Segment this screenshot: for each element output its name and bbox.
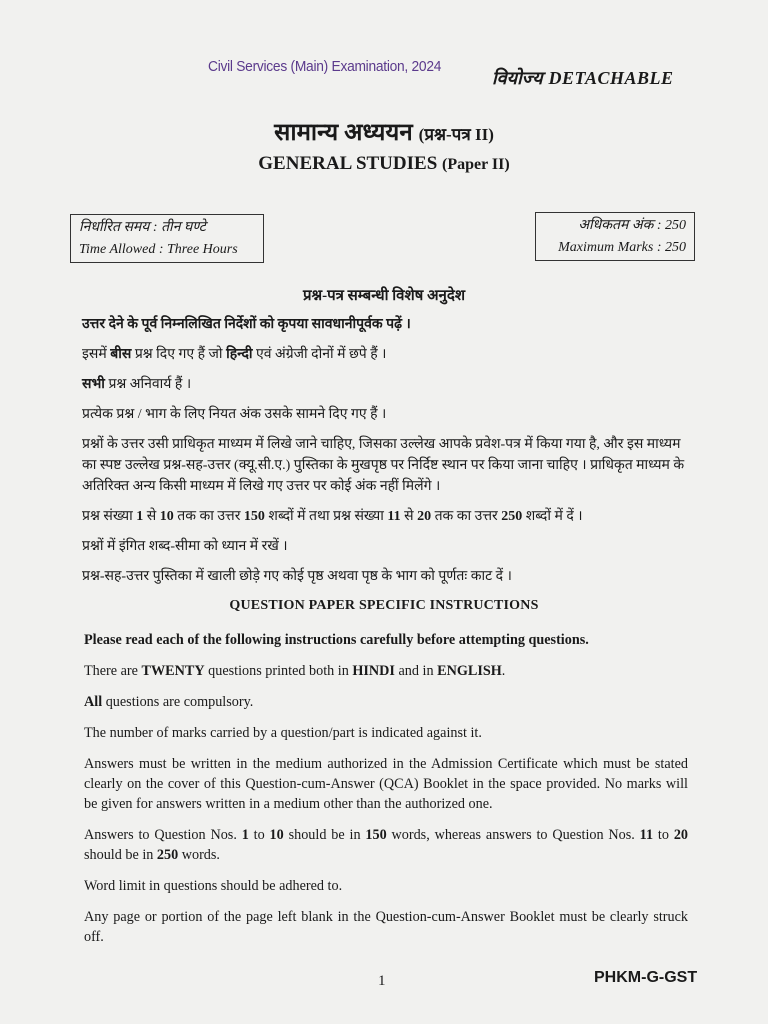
english-instruction-4: Answers must be written in the medium authorized in the Admission Certificate which must be stated clearly on the cover of this Question-cum-Answer (QCA) Booklet in the space provided. No marks will be given for answers written in a medium other than the authorized one. xyxy=(84,756,688,812)
hindi-instruction-2: सभी प्रश्न अनिवार्य हैं । xyxy=(82,377,192,392)
english-instruction-2: All questions are compulsory. xyxy=(84,694,254,710)
detachable-hindi: वियोज्य xyxy=(492,68,543,88)
hindi-instruction-1: इसमें बीस प्रश्न दिए गए हैं जो हिन्दी एवं अंग्रेजी दोनों में छपे हैं । xyxy=(82,347,387,362)
hindi-instruction-4: प्रश्नों के उत्तर उसी प्राधिकृत माध्यम में लिखे जाने चाहिए, जिसका उल्लेख आपके प्रवेश-पत्र में किया गया है, और इस माध्यम का स्पष्ट उल्लेख प्रश्न-सह-उत्तर (क्यू.सी.ए.) पुस्तिका के मुखपृष्ठ पर निर्दिष्ट स्थान पर किया जाना चाहिए । प्राधिकृत माध्यम के अतिरिक्त अन्य किसी माध्यम में लिखे गए उत्तर पर कोई अंक नहीं मिलेंगे । xyxy=(82,437,685,494)
detachable-label xyxy=(492,66,674,90)
hindi-instructions xyxy=(82,314,692,596)
exam-name: Civil Services (Main) Examination, 2024 xyxy=(208,58,442,75)
title-english-main: GENERAL STUDIES xyxy=(258,153,438,174)
hindi-instruction-6: प्रश्नों में इंगित शब्द-सीमा को ध्यान में रखें । xyxy=(82,539,288,554)
hindi-intro: उत्तर देने के पूर्व निम्नलिखित निर्देशों को कृपया सावधानीपूर्वक पढ़ें । xyxy=(82,317,411,332)
hindi-instruction-5: प्रश्न संख्या 1 से 10 तक का उत्तर 150 शब्दों में तथा प्रश्न संख्या 11 से 20 तक का उत्तर 250 शब्दों में दें । xyxy=(82,509,583,524)
title-hindi-main: सामान्य अध्ययन xyxy=(274,120,413,146)
title-english-sub: (Paper II) xyxy=(442,156,510,173)
english-instruction-5: Answers to Question Nos. 1 to 10 should be in 150 words, whereas answers to Question Nos. 11 to 20 should be in 250 words. xyxy=(84,827,688,863)
english-instruction-3: The number of marks carried by a question/part is indicated against it. xyxy=(84,725,482,741)
title-hindi xyxy=(0,115,768,148)
title-english xyxy=(0,153,768,175)
hindi-instruction-3: प्रत्येक प्रश्न / भाग के लिए नियत अंक उसके सामने दिए गए हैं । xyxy=(82,407,387,422)
time-allowed-english: Time Allowed : Three Hours xyxy=(79,242,238,257)
maximum-marks-hindi: अधिकतम अंक : 250 xyxy=(578,218,686,233)
time-allowed-hindi: निर्धारित समय : तीन घण्टे xyxy=(79,220,206,235)
hindi-instruction-7: प्रश्न-सह-उत्तर पुस्तिका में खाली छोड़े गए कोई पृष्ठ अथवा पृष्ठ के भाग को पूर्णतः काट दें । xyxy=(82,569,512,584)
paper-code: PHKM-G-GST xyxy=(594,969,698,986)
time-allowed-box xyxy=(70,214,264,263)
maximum-marks-english: Maximum Marks : 250 xyxy=(558,240,686,255)
english-instruction-1: There are TWENTY questions printed both in HINDI and in ENGLISH. xyxy=(84,663,506,679)
english-instruction-6: Word limit in questions should be adhered to. xyxy=(84,878,343,894)
title-hindi-sub: (प्रश्न-पत्र II) xyxy=(418,125,494,144)
page-number: 1 xyxy=(378,973,386,989)
detachable-english: DETACHABLE xyxy=(548,68,674,88)
english-instruction-7: Any page or portion of the page left blank in the Question-cum-Answer Booklet must be clearly struck off. xyxy=(84,909,688,945)
maximum-marks-box xyxy=(535,212,695,261)
english-instructions xyxy=(84,630,688,958)
english-intro: Please read each of the following instructions carefully before attempting questions. xyxy=(84,632,589,648)
hindi-instructions-heading: प्रश्न-पत्र सम्बन्धी विशेष अनुदेश xyxy=(302,288,466,304)
english-instructions-heading: QUESTION PAPER SPECIFIC INSTRUCTIONS xyxy=(229,598,539,613)
